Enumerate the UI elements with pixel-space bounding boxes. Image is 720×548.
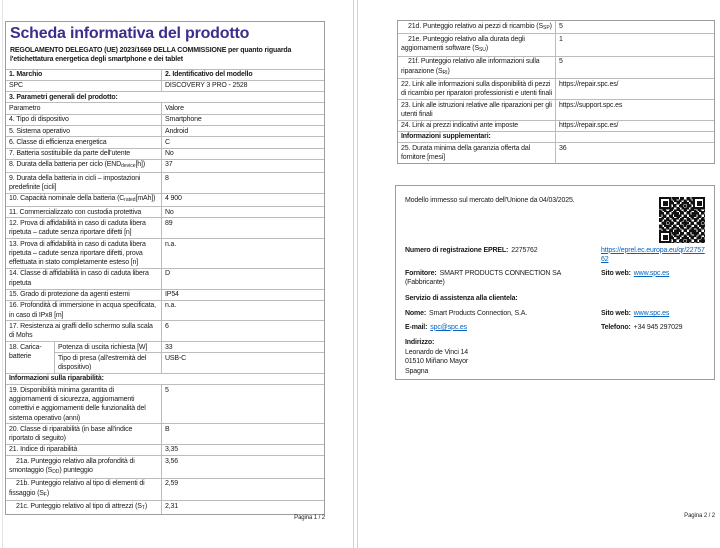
address-line: Leonardo de Vinci 14 — [405, 348, 469, 356]
row-label: Informazioni supplementari: — [401, 133, 491, 141]
row-label: 21c. Punteggio relativo al tipo di attrezzi $(S_T)$ — [16, 502, 148, 511]
charger-subrow — [55, 352, 324, 373]
eprel-link-cell — [601, 246, 705, 265]
row-label: Informazioni sulla riparabilità: — [9, 375, 104, 383]
row-value: n.a. — [161, 239, 324, 268]
qr-finder-top-left — [659, 197, 671, 209]
table-row — [6, 423, 324, 444]
charger-row — [6, 341, 324, 373]
table-row — [6, 320, 324, 341]
row-value: 3,35 — [161, 445, 324, 455]
row-value: https://repair.spc.es/ — [555, 121, 714, 131]
table-row — [6, 80, 324, 91]
phone-number: +34 945 297029 — [633, 323, 683, 331]
row-value: D — [161, 269, 324, 289]
supplier-info-box — [395, 185, 715, 380]
table-row — [398, 78, 714, 99]
row-label: 23. Link alle istruzioni relative alle riparazioni per gli utenti finali — [401, 101, 552, 118]
page1-rows-top — [6, 69, 324, 341]
table-row — [6, 300, 324, 321]
regulation-subtitle: REGOLAMENTO DELEGATO (UE) 2023/1669 DELLA COMMISSIONE per quanto riguarda l'etichettatura energetica degli smartphone e dei tablet — [10, 47, 292, 64]
row-label: 4. Tipo di dispositivo — [9, 116, 69, 124]
row-value: 2,31 — [161, 501, 324, 513]
table-row — [6, 373, 324, 384]
table-row — [398, 131, 714, 142]
charger-subrow — [55, 342, 324, 352]
row-value: https://support.spc.es — [555, 100, 714, 120]
email-label: E-mail: — [405, 323, 428, 331]
row-label: 5. Sistema operativo — [9, 127, 70, 135]
phone-label: Telefono: — [601, 323, 631, 331]
row-value: n.a. — [161, 301, 324, 321]
row-value: 37 — [161, 160, 324, 172]
table-row — [6, 444, 324, 455]
table-row — [6, 114, 324, 125]
row-value: 5 — [161, 385, 324, 423]
supplier-name: SMART PRODUCTS CONNECTION SA (Fabbricante) — [405, 269, 561, 286]
email-cell — [405, 323, 601, 333]
address-heading: Indirizzo: — [405, 339, 435, 346]
table-row — [6, 206, 324, 217]
table-row — [398, 99, 714, 120]
row-label: 21. Indice di riparabilità — [9, 446, 78, 454]
eprel-link[interactable]: https://eprel.ec.europa.eu/qr/2275762 — [601, 246, 705, 263]
row-value: Smartphone — [161, 115, 324, 125]
eprel-registration — [405, 246, 601, 265]
row-value: IP54 — [161, 290, 324, 300]
row-label: 3. Parametri generali del prodotto: — [9, 93, 118, 101]
website-link[interactable]: www.spc.es — [633, 269, 670, 277]
table-row — [398, 142, 714, 163]
service-website-cell — [601, 309, 705, 319]
row-label: 24. Link ai prezzi indicativi ante imposte — [401, 122, 519, 130]
row-value: 1 — [555, 34, 714, 56]
row-label: 21b. Punteggio relativo al tipo di elementi di fissaggio $(S_F)$ — [9, 480, 145, 498]
title-block — [6, 22, 324, 69]
eprel-label: Numero di registrazione EPREL: — [405, 246, 509, 254]
supplier-row — [405, 269, 705, 288]
row-label: 7. Batteria sostituibile da parte dell'utente — [9, 150, 131, 158]
row-value: B — [161, 424, 324, 444]
table-row — [398, 120, 714, 131]
table-row — [398, 33, 714, 56]
row-value: 8 — [161, 173, 324, 193]
page1-rows-bottom — [6, 373, 324, 514]
contact-row — [405, 323, 705, 333]
row-value: 4 900 — [161, 194, 324, 206]
eprel-number: 2275762 — [511, 246, 538, 254]
table-row — [6, 172, 324, 193]
row-value: C — [161, 137, 324, 147]
phone-cell — [601, 323, 705, 333]
page1-right-edge — [353, 0, 354, 548]
row-label: 11. Commercializzato con custodia protettiva — [9, 208, 142, 216]
table-row — [6, 384, 324, 423]
row-label: 8. Durata della batteria per ciclo $(END_{device}[h])$ — [9, 161, 146, 170]
email-link[interactable]: spc@spc.es — [430, 323, 468, 331]
service-name: Smart Products Connection, S.A. — [429, 310, 528, 317]
row-value: 89 — [161, 218, 324, 238]
supplier-label: Fornitore: — [405, 269, 437, 277]
charger-row-label: 18. Carica-batterie — [9, 343, 42, 360]
page2-left-edge — [357, 0, 358, 548]
table-row — [6, 91, 324, 102]
eprel-row — [405, 246, 705, 265]
row-label: 21e. Punteggio relativo alla durata degli aggiornamenti software $(S_{SU})$ — [401, 35, 525, 54]
table-row — [6, 289, 324, 300]
table-row — [398, 56, 714, 79]
charger-subrows — [54, 342, 324, 373]
row-value — [555, 132, 714, 142]
row-value: 5 — [555, 57, 714, 79]
row-value: Android — [161, 126, 324, 136]
qr-code-icon — [659, 197, 705, 243]
service-name-cell — [405, 309, 601, 319]
row-label: 16. Profondità di immersione in acqua specificata, in caso di IPx8 [m] — [9, 302, 156, 319]
address-lines — [405, 348, 705, 377]
row-value: 5 — [555, 21, 714, 33]
page-2-table — [397, 20, 715, 164]
row-label: 14. Classe di affidabilità in caso di caduta libera ripetuta — [9, 270, 149, 287]
subrow-label: Potenza di uscita richiesta [W] — [58, 343, 148, 351]
row-label: 25. Durata minima della garanzia offerta dal fornitore [mesi] — [401, 144, 531, 162]
website2-link[interactable]: www.spc.es — [633, 310, 670, 317]
page1-page-number: Pagina 1 / 2 — [294, 515, 325, 521]
table-row — [6, 500, 324, 513]
subrow-label: Tipo di presa (all'estremità del dispositivo) — [58, 354, 147, 372]
customer-service-heading: Servizio di assistenza alla clientela: — [405, 294, 518, 302]
row-label: 17. Resistenza ai graffi dello schermo sulla scala di Mohs — [9, 322, 153, 340]
row-label: Parametro — [9, 104, 41, 112]
row-label: 19. Disponibilità minima garantita di aggiornamenti di sicurezza, aggiornamenti correttivi e aggiornamenti delle funzionalità del sistema operativo (anni) — [9, 386, 146, 422]
market-entry-note: Modello immesso sul mercato dell'Unione da 04/03/2025. — [405, 197, 575, 204]
row-value: DISCOVERY 3 PRO - 2528 — [161, 81, 324, 91]
row-label: 15. Grado di protezione da agenti esterni — [9, 291, 130, 299]
subrow-value: 33 — [161, 342, 324, 352]
row-value: No — [161, 149, 324, 159]
page-title: Scheda informativa del prodotto — [10, 25, 250, 42]
row-label: 21a. Punteggio relativo alla profondità di smontaggio $(S_{DD})$ punteggio — [9, 457, 135, 476]
row-label: 20. Classe di riparabilità (in base all'indice riportato di seguito) — [9, 425, 133, 443]
table-row — [6, 159, 324, 172]
row-label: 12. Prova di affidabilità in caso di caduta libera ripetuta – cadute senza riportare difetti [n] — [9, 219, 146, 237]
table-row — [398, 21, 714, 33]
table-row — [6, 148, 324, 159]
table-row — [6, 193, 324, 206]
website2-label: Sito web: — [601, 310, 631, 317]
qr-finder-bottom-left — [659, 231, 671, 243]
row-label: 6. Classe di efficienza energetica — [9, 138, 107, 146]
row-label: 10. Capacità nominale della batteria $(C_{rated}[mAh])$ — [9, 195, 156, 204]
row-label: 1. Marchio — [9, 71, 43, 79]
table-row — [6, 455, 324, 478]
row-label: 13. Prova di affidabilità in caso di caduta libera ripetuta – cadute senza riportare difetti, prova effettuata in stato completamente esteso [n] — [9, 240, 146, 267]
table-row — [6, 478, 324, 501]
table-row — [6, 268, 324, 289]
page2-rows — [398, 21, 714, 163]
table-row — [6, 136, 324, 147]
name-label: Nome: — [405, 310, 427, 317]
row-value: 2. Identificativo del modello — [161, 70, 324, 80]
page-1-product-sheet — [5, 21, 325, 515]
qr-finder-top-right — [693, 197, 705, 209]
row-label: SPC — [9, 82, 23, 90]
row-label: 21f. Punteggio relativo alle informazioni sulla riparazione $(S_{RI})$ — [401, 58, 540, 76]
row-value: https://repair.spc.es/ — [555, 79, 714, 99]
table-row — [6, 238, 324, 268]
supplier-cell — [405, 269, 601, 288]
address-line: Spagna — [405, 367, 429, 375]
address-line: 01510 Miñano Mayor — [405, 358, 469, 365]
table-row — [6, 217, 324, 238]
row-label: 9. Durata della batteria in cicli – impostazioni predefinite [cicli] — [9, 174, 141, 192]
row-value: 6 — [161, 321, 324, 341]
website-label: Sito web: — [601, 269, 631, 277]
row-value: 2,59 — [161, 479, 324, 501]
subrow-value: USB-C — [161, 353, 324, 373]
table-row — [6, 125, 324, 136]
service-name-row — [405, 309, 705, 319]
table-row — [6, 69, 324, 80]
row-label: 22. Link alle informazioni sulla disponibilità di pezzi di ricambio per riparatori professionisti e utenti finali — [401, 80, 552, 98]
row-value: 3,56 — [161, 456, 324, 478]
row-value: Valore — [161, 103, 324, 113]
row-value: 36 — [555, 143, 714, 163]
row-value: No — [161, 207, 324, 217]
page1-left-edge — [2, 0, 3, 548]
website-cell — [601, 269, 705, 288]
table-row — [6, 102, 324, 113]
page2-page-number: Pagina 2 / 2 — [684, 513, 715, 519]
row-label: 21d. Punteggio relativo ai pezzi di ricambio $(S_{SP})$ — [408, 22, 552, 31]
